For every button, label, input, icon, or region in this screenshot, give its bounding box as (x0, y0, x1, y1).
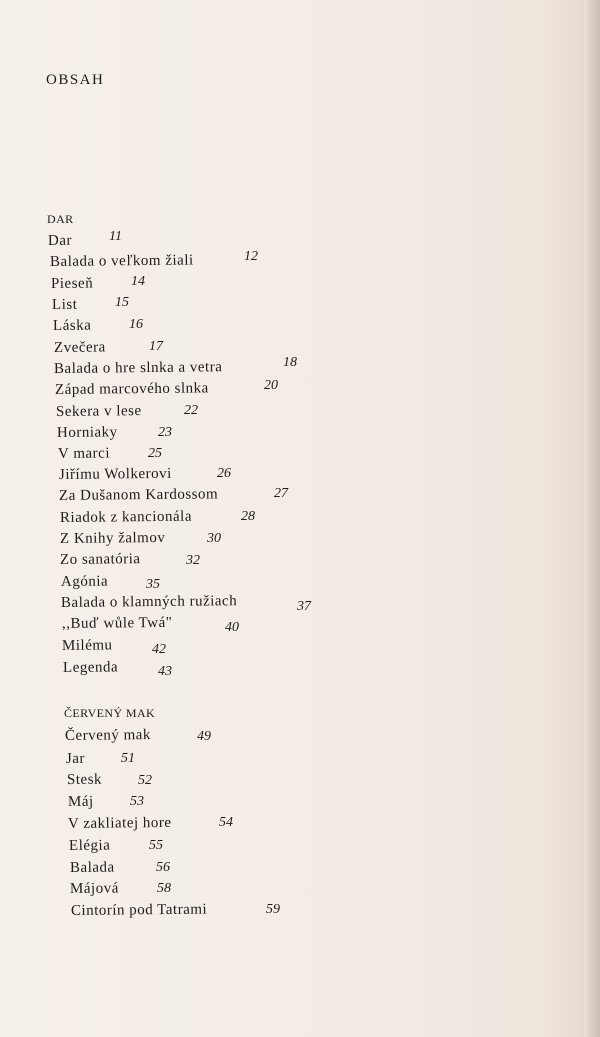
toc-entry-title: Horniaky (56, 424, 118, 441)
toc-entry-page: 23 (158, 425, 172, 440)
toc-entry-title: V zakliatej hore (67, 814, 172, 832)
toc-entry-page: 42 (152, 642, 166, 657)
toc-entry-title: Balada o veľkom žiali (49, 252, 194, 270)
toc-entry-page: 26 (217, 466, 231, 481)
toc-entry-page: 52 (138, 773, 152, 788)
toc-entry-title: Pieseň (50, 275, 94, 292)
toc-entry-title: Agónia (60, 573, 109, 590)
toc-entry-title: Dar (47, 232, 73, 249)
toc-entry-page: 18 (283, 355, 297, 370)
toc-entry-page: 16 (129, 317, 143, 332)
toc-entry-page: 17 (149, 339, 163, 354)
toc-entry-page: 25 (148, 446, 162, 461)
toc-entry-page: 37 (297, 599, 311, 614)
toc-entry-page: 58 (157, 881, 171, 896)
section-title: ČERVENÝ MAK (64, 706, 156, 720)
toc-entry-title: Z Knihy žalmov (59, 529, 166, 547)
toc-entry-title: Láska (52, 317, 92, 334)
toc-entry-title: Balada o klamných ružiach (60, 593, 238, 611)
toc-entry-title: Riadok z kancionála (59, 508, 193, 526)
toc-entry-title: Jar (65, 750, 86, 767)
toc-entry-title: Zvečera (53, 339, 106, 356)
toc-entry-page: 27 (274, 486, 288, 501)
toc-entry-page: 28 (241, 509, 255, 524)
toc-entry-page: 43 (158, 664, 172, 679)
toc-entry-title: Balada (69, 859, 115, 876)
toc-entry-page: 56 (156, 860, 170, 875)
toc-entry-title: Červený mak (64, 727, 151, 744)
toc-entry-title: Májová (69, 880, 119, 897)
toc-entry-page: 55 (149, 838, 163, 853)
toc-entry-title: Elégia (68, 837, 111, 854)
toc-entry-page: 12 (244, 249, 258, 264)
toc-entry-page: 30 (207, 531, 221, 546)
toc-entry-page: 11 (109, 229, 122, 244)
toc-entry-title: Jiřímu Wolkerovi (58, 465, 172, 483)
toc-entry-page: 15 (115, 295, 129, 310)
toc-entry-page: 22 (184, 403, 198, 418)
toc-entry-page: 14 (131, 274, 145, 289)
toc-entry-title: Stesk (66, 771, 103, 788)
contents-heading: OBSAH (46, 72, 105, 88)
toc-entry-title: Zo sanatória (59, 551, 141, 568)
toc-entry-page: 35 (146, 577, 160, 592)
toc-entry-page: 53 (130, 794, 144, 809)
toc-entry-page: 40 (225, 620, 239, 635)
section-title: DAR (47, 212, 74, 226)
toc-entry-title: Máj (67, 793, 94, 810)
toc-entry-page: 49 (197, 729, 211, 744)
toc-entry-title: List (51, 296, 78, 313)
toc-entry-title: Západ marcového slnka (54, 380, 209, 398)
toc-entry-page: 54 (219, 815, 233, 830)
toc-entry-title: Za Dušanom Kardossom (58, 486, 219, 504)
page-edge (584, 0, 600, 1037)
toc-entry-title: ,,Buď wůle Twá" (61, 614, 173, 632)
toc-entry-title: Cintorín pod Tatrami (70, 901, 208, 919)
toc-entry-title: V marci (57, 445, 111, 462)
toc-entry-page: 51 (121, 751, 135, 766)
toc-entry-page: 59 (266, 902, 280, 917)
toc-entry-title: Legenda (62, 659, 119, 676)
toc-entry-title: Milému (61, 637, 113, 654)
toc-entry-title: Sekera v lese (55, 403, 142, 420)
toc-entry-title: Balada o hre slnka a vetra (53, 359, 223, 377)
toc-entry-page: 20 (264, 378, 278, 393)
toc-entry-page: 32 (186, 553, 200, 568)
